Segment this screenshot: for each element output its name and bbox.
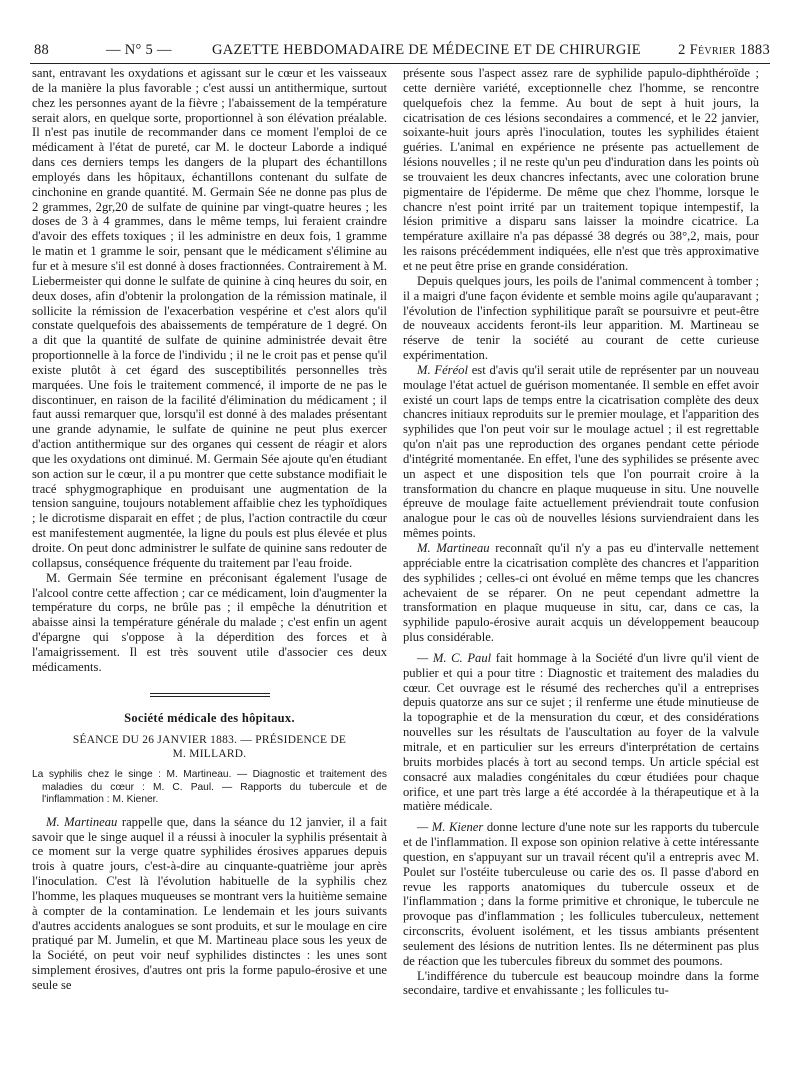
paragraph-text: reconnaît qu'il n'y a pas eu d'intervalle nettement appréciable entre la cicatrisation complète des chancres et l'apparition des syphilides ; celles-ci ont évolué en même temps que les chancres achevaient de se réparer. On ne peut cependant admettre la transformation en plaque muqueuse in situ, car, dans ce cas, la syphilide papulo-érosive aurait acquis un développement beaucoup plus considérable. (403, 541, 759, 645)
session-heading (32, 733, 387, 761)
session-president: M. MILLARD. (172, 748, 247, 761)
page-header (30, 42, 770, 62)
issue-date: 2 Février 1883 (678, 42, 770, 58)
journal-title: GAZETTE HEBDOMADAIRE DE MÉDECINE ET DE CHIRURGIE (212, 42, 641, 58)
paragraph (403, 541, 759, 645)
paragraph: présente sous l'aspect assez rare de syphilide papulo-diphthéroïde ; cette dernière variété, exceptionnelle chez l'homme, se rencontre quelquefois chez la femme. Au bout de sept à huit jours, la cicatrisation de ces lésions secondaires a commencé, et le 22 janvier, soixante-huit jours après l'inoculation, toutes les syphilides étaient guéries. L'animal en expérience ne présente pas actuellement de lésions nouvelles ; il ne reste qu'un peu d'induration dans les points où se trouvaient les deux chancres infectants, avec une coloration brune pigmentaire de l'épiderme. De même que chez l'homme, lorsque le chancre n'est point irrité par un traitement topique intempestif, la lésion primitive a disparu sans laisser la moindre cicatrice. La température axillaire n'a pas dépassé 38 degrés ou 38°,2, mais, pour les raisons précédemment indiquées, elle n'est que très approximative et ne peut être prise en grande considération. (403, 66, 759, 273)
speaker-name: M. Martineau (417, 541, 490, 555)
paragraph (403, 363, 759, 541)
paragraph: M. Germain Sée termine en préconisant également l'usage de l'alcool contre cette affection ; car ce médicament, loin d'augmenter la température du corps, ne brûle pas ; il empêche la dénutrition et abaisse ainsi la température générale du malade ; c'est enfin un agent d'épargne qui s'oppose à la déperdition des forces et à l'amaigrissement. Il est très souvent utile d'associer ces deux médicaments. (32, 570, 387, 674)
issue-number: — N° 5 — (106, 42, 172, 58)
paragraph (403, 820, 759, 968)
paragraph (32, 815, 387, 993)
paragraph-text: fait hommage à la Société d'un livre qu'il vient de publier et qui a pour titre : Diagnostic et traitement des maladies du cœur. Cet ouvrage est le résumé des recherches qu'il a entreprises depuis quatorze ans sur ce sujet ; il renferme une étude minutieuse de la topographie et de la mensuration du cœur, et des considérations nouvelles sur les résultats de l'auscultation au foyer de la valvule mitrale, et en particulier sur les erreurs d'interprétation de certains bruits morbides placés à tort au second temps. Un article spécial est consacré aux maladies congénitales du cœur étudiées pour chaque orifice, et une part très large a été accordée à la thérapeutique et à la matière médicale. (403, 650, 759, 814)
paragraph-text: donne lecture d'une note sur les rapports du tubercule et de l'inflammation. Il expose son opinion relative à cette intéressante question, en s'appuyant sur un travail récent qu'il a entrepris avec M. Poulet sur l'ostéite tuberculeuse ou carie des os. Il passe d'abord en revue les rapports anatomiques du tubercule osseux et de l'inflammation ; dans la forme primitive et chronique, le tubercule ne provoque pas d'inflammation ; les follicules tuberculeux, nettement circonscrits, évoluent isolément, et les tissus ambiants présentent seulement des lésions de nutrition lentes. Ils ne déterminent pas plus de réaction que les tubercules fibreux du sommet des poumons. (403, 820, 759, 968)
section-divider (150, 693, 270, 697)
page-number: 88 (34, 42, 50, 58)
paragraph-text: rappelle que, dans la séance du 12 janvier, il a fait savoir que le singe auquel il a réussi à inoculer la syphilis présentait à ce moment sur la verge quatre syphilides érosives apparues depuis trois à quatre jours, c'est-à-dire au cinquante-quatrième jour après l'inoculation. C'est là l'évolution habituelle de la syphilis chez l'homme, les plaques muqueuses se montrant vers la huitième semaine à compter de la contamination. Le lendemain et les jours suivants d'autres accidents analogues se sont produits, et sur le moulage en cire pratiqué par M. Jumelin, et que M. Martineau place sous les yeux de la Société, on peut voir neuf syphilides distinctes : les unes sont simplement érosives, d'autres ont pris la forme papulo-érosive et une seule se (32, 814, 387, 992)
header-rule (30, 63, 770, 64)
paragraph: L'indifférence du tubercule est beaucoup moindre dans la forme secondaire, tardive et envahissante ; les follicules tu- (403, 968, 759, 998)
speaker-name: M. Féréol (417, 362, 468, 377)
speaker-name: M. Martineau (46, 814, 118, 829)
speaker-name: — M. C. Paul (417, 650, 492, 665)
paragraph-text: est d'avis qu'il serait utile de représenter par un nouveau moulage l'état actuel de guérison momentanée. Il semble en effet avoir existé un court laps de temps entre la cicatrisation complète des deux chancres initiaux reproduits sur le premier moulage, et l'apparition des syphilides que l'on peut voir sur le moulage actuel ; il est regrettable qu'on n'ait pas une reproduction des organes pendant cette période d'intégrité momentanée. En effet, l'une des syphilides se présente avec un aspect et une disposition tels que l'on pourrait croire à la transformation du chancre en plaque muqueuse in situ. Une nouvelle épreuve de moulage faite actuellement préviendrait toute confusion analogue pour le cas où de nouvelles lésions surviendraient dans les mêmes points. (403, 362, 759, 541)
section-summary (32, 769, 387, 806)
paragraph: sant, entravant les oxydations et agissant sur le cœur et les vaisseaux de la manière la plus favorable ; c'est aussi un antithermique, surtout chez les personnes ayant de la fièvre ; l'abaissement de la température serait alors, en quelque sorte, proportionnel à son élévation préalable. Il n'est pas inutile de recommander dans ce moment l'emploi de ce médicament à l'état de pureté, car M. le docteur Laborde a indiqué dans ces derniers temps les dangers de la plupart des échantillons employés dans les hôpitaux, échantillons contenant du sulfate de cinchonine en grande quantité. M. Germain Sée ne donne pas plus de 2 grammes, 2gr,20 de sulfate de quinine par vingt-quatre heures ; les doses de 3 à 4 grammes, dans le même temps, lui feraient craindre d'avoir des effets toxiques ; il les administre en deux fois, 1 gramme le matin et 1 gramme le soir, pensant que le médicament s'élimine au fur et à mesure s'il est donné à doses fractionnées. Contrairement à M. Liebermeister qui donne le sulfate de quinine à cinq heures du soir, en deux doses, afin d'obtenir la prolongation de la rémission matinale, il sollicite la rémission de l'exacerbation vespérine et c'est alors qu'il constate quelquefois des abaissements de température de 1 degré. On a dit que la quantité de sulfate de quinine administrée devait être proportionnelle à la force de l'individu ; il ne le croit pas et pense qu'il existe plutôt à cet égard des susceptibilités personnelles très marquées. Une fois le traitement commencé, il importe de ne pas le discontinuer, en raison de la facilité d'élimination du médicament ; il faut aussi remarquer que, lorsqu'il est donné à des malades présentant une grande adynamie, le sulfate de quinine ne peut plus exercer d'action antithermique sur des organes qui cessent de réagir et alors que les oxydations ont diminué. M. Germain Sée ajoute qu'en étudiant son action sur le cœur, il a pu montrer que cette substance modifiait le tracé sphygmographique en produisant une augmentation de la tension sanguine, toujours notablement affaiblie chez les typhoïdiques ; le dicrotisme disparait en effet ; de plus, l'action contractile du cœur est manifestement augmentée, la ligne du pouls est plus élevée et plus droite. On peut donc administrer le sulfate de quinine sans redouter de collapsus, conséquence fréquente du traitement par l'eau froide. (32, 66, 387, 570)
summary-text: La syphilis chez le singe : M. Martineau. — Diagnostic et traitement des maladies du cœur : M. C. Paul. — Rapports du tubercule et de l'inflammation : M. Kiener. (32, 769, 387, 806)
speaker-name: — M. Kiener (417, 820, 484, 835)
right-column (403, 66, 759, 998)
paragraph (403, 651, 759, 814)
session-line: SÉANCE DU 26 JANVIER 1883. — PRÉSIDENCE DE (72, 734, 347, 747)
left-column (32, 66, 387, 993)
section-title: Société médicale des hôpitaux. (124, 710, 295, 725)
paragraph: Depuis quelques jours, les poils de l'animal commencent à tomber ; il a maigri d'une façon évidente et semble moins agile qu'auparavant ; l'évolution de l'infection syphilitique paraît se poursuivre et peut-être de nouveaux accidents feront-ils leur apparition. M. Martineau se réserve de tenir la société au courant de cette curieuse expérimentation. (403, 273, 759, 363)
